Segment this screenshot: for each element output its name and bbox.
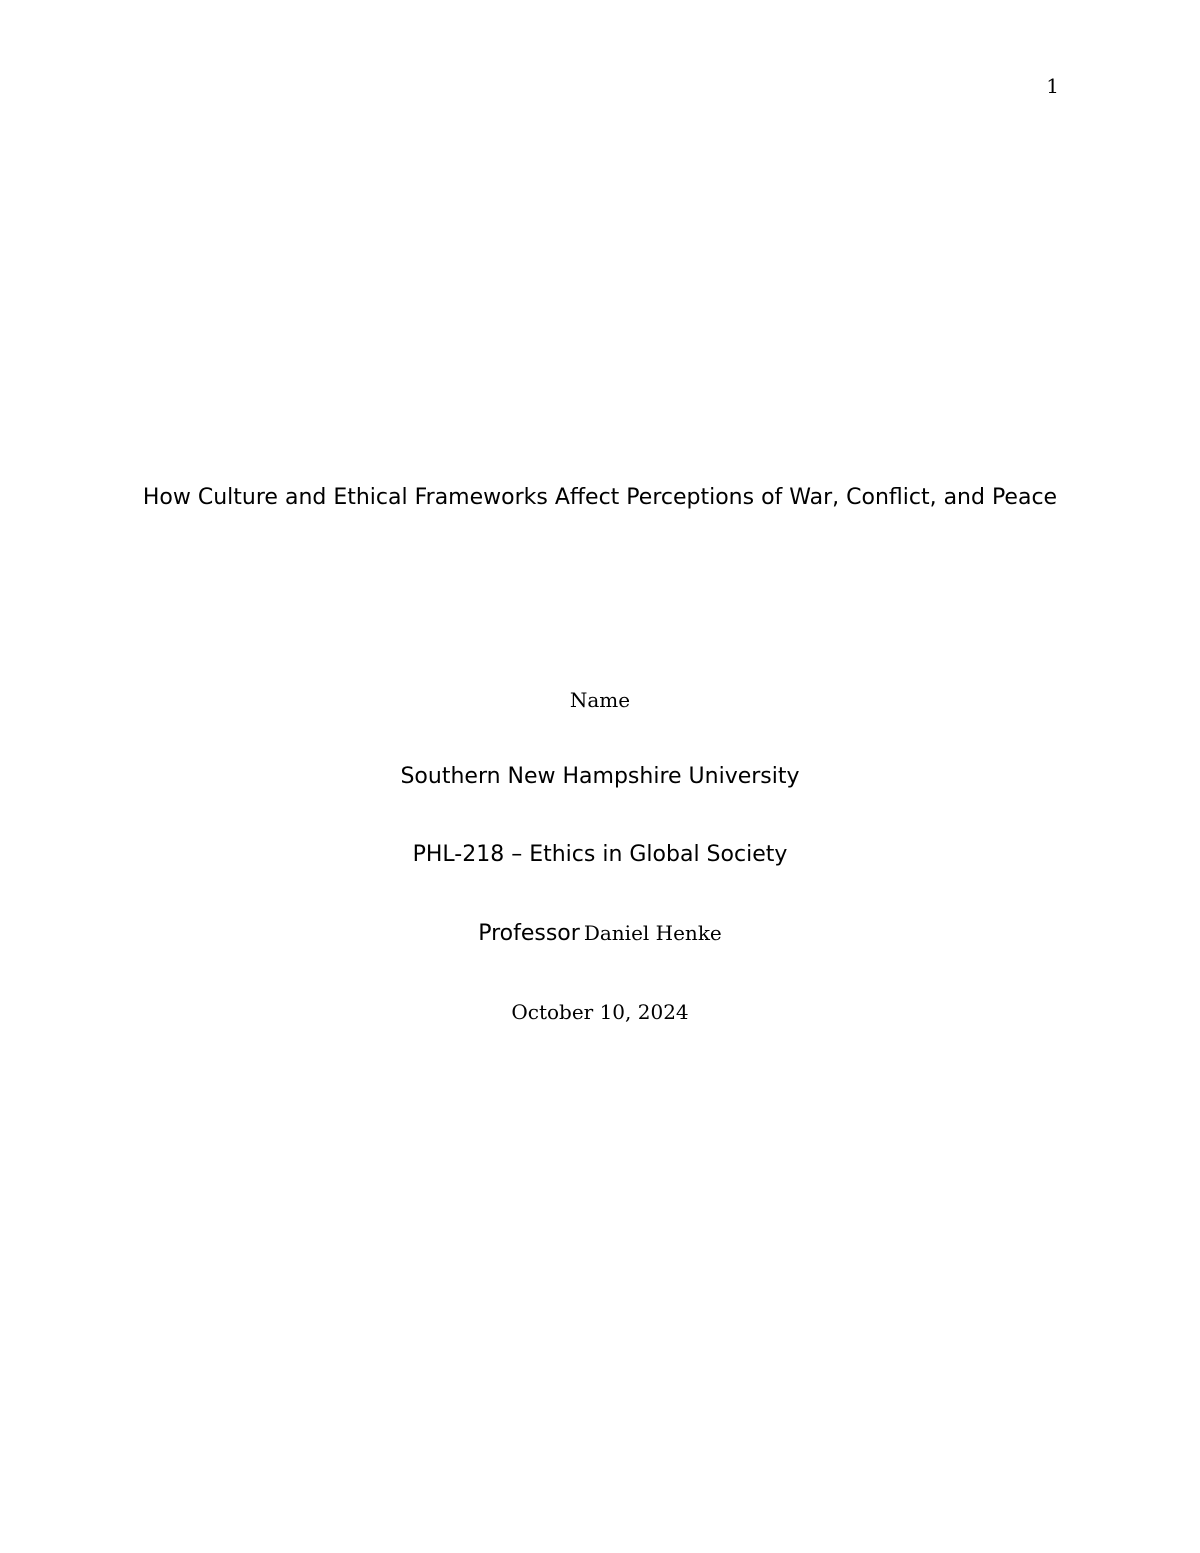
submission-date: October 10, 2024 (511, 1000, 689, 1024)
professor-label: Professor (478, 921, 580, 946)
professor-name: Daniel Henke (583, 921, 722, 945)
course-name: PHL-218 – Ethics in Global Society (412, 842, 788, 867)
professor-line (0, 921, 1200, 946)
institution-name: Southern New Hampshire University (400, 764, 800, 789)
author-name: Name (569, 688, 631, 712)
page-number: 1 (1046, 74, 1059, 98)
paper-title: How Culture and Ethical Frameworks Affect Perceptions of War, Conflict, and Peace (142, 485, 1058, 510)
